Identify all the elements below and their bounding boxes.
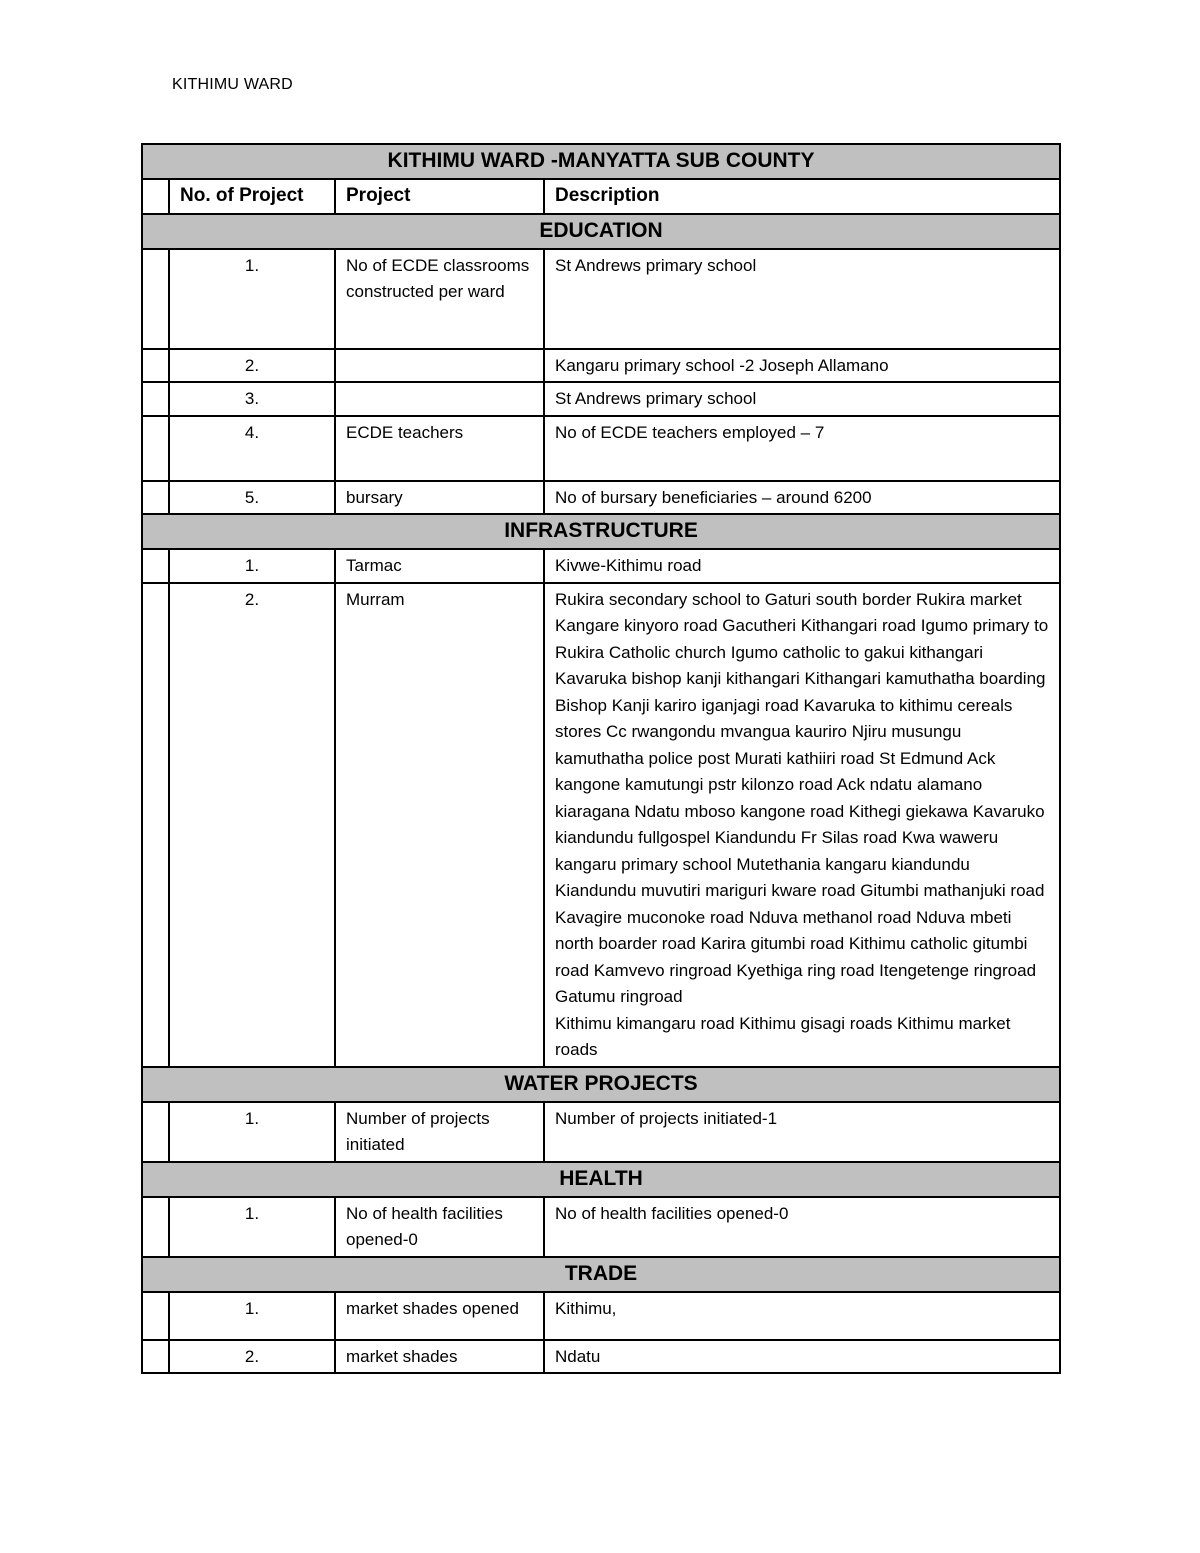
section-header-trade xyxy=(142,1257,1060,1292)
road-list: Rukira secondary school to Gaturi south border Rukira market Kangare kinyoro road Gacutheri Kithangari road Igumo primary to Rukira Catholic church Igumo catholic to gakui kithangari Kavaruka bishop kanji kithangari Kithangari kamuthatha boarding Bishop Kanji kariro iganjagi road Kavaruka to kithimu cereals stores Cc rwangondu mvangua kauriro Njiru musungu kamuthatha police post Murati kathiiri road St Edmund Ack kangone kamutungi pstr kilonzo road Ack ndatu alamano kiaragana Ndatu mboso kangone road Kithegi giekawa Kavaruko kiandundu fullgospel Kiandundu Fr Silas road Kwa waweru kangaru primary school Mutethania kangaru kiandundu Kiandundu muvutiri mariguri kware road Gitumbi mathanjuki road Kavagire muconoke road Nduva methanol road Nduva mbeti north boarder road Karira gitumbi road Kithimu catholic gitumbi road Kamvevo ringroad Kyethiga ring road Itengetenge ringroad Gatumu ringroad xyxy=(555,589,1049,1006)
row-description: Kithimu, xyxy=(544,1292,1060,1340)
table-row xyxy=(142,1197,1060,1257)
blank-cell xyxy=(142,416,169,481)
blank-cell xyxy=(142,1197,169,1257)
row-number: 3. xyxy=(169,382,335,416)
table-row xyxy=(142,1102,1060,1162)
road-list-extra: Kithimu kimangaru road Kithimu gisagi roads Kithimu market roads xyxy=(555,1013,1011,1059)
table-row xyxy=(142,249,1060,349)
row-project xyxy=(335,349,544,383)
table-row xyxy=(142,481,1060,515)
row-description: Kangaru primary school -2 Joseph Allamano xyxy=(544,349,1060,383)
column-header-row xyxy=(142,179,1060,214)
table-row xyxy=(142,1340,1060,1374)
table-title-row xyxy=(142,144,1060,179)
blank-cell xyxy=(142,249,169,349)
blank-cell xyxy=(142,382,169,416)
row-description xyxy=(544,583,1060,1067)
blank-cell xyxy=(142,179,169,214)
section-title: WATER PROJECTS xyxy=(142,1067,1060,1102)
row-number: 1. xyxy=(169,1197,335,1257)
section-title: TRADE xyxy=(142,1257,1060,1292)
row-project xyxy=(335,382,544,416)
table-row xyxy=(142,416,1060,481)
row-project: market shades opened xyxy=(335,1292,544,1340)
blank-cell xyxy=(142,583,169,1067)
row-project: Tarmac xyxy=(335,549,544,583)
section-header-health xyxy=(142,1162,1060,1197)
row-number: 1. xyxy=(169,549,335,583)
page-header: KITHIMU WARD xyxy=(172,76,293,93)
row-number: 1. xyxy=(169,249,335,349)
row-number: 2. xyxy=(169,583,335,1067)
row-description: Number of projects initiated-1 xyxy=(544,1102,1060,1162)
row-number: 1. xyxy=(169,1292,335,1340)
row-number: 2. xyxy=(169,349,335,383)
row-number: 2. xyxy=(169,1340,335,1374)
section-title: HEALTH xyxy=(142,1162,1060,1197)
blank-cell xyxy=(142,481,169,515)
row-project: ECDE teachers xyxy=(335,416,544,481)
row-number: 5. xyxy=(169,481,335,515)
row-project: No of health facilities opened-0 xyxy=(335,1197,544,1257)
section-title: EDUCATION xyxy=(142,214,1060,249)
row-description: No of health facilities opened-0 xyxy=(544,1197,1060,1257)
row-project: Number of projects initiated xyxy=(335,1102,544,1162)
column-header-description: Description xyxy=(544,179,1060,214)
row-number: 1. xyxy=(169,1102,335,1162)
table-row xyxy=(142,549,1060,583)
table-title: KITHIMU WARD -MANYATTA SUB COUNTY xyxy=(142,144,1060,179)
row-description: St Andrews primary school xyxy=(544,382,1060,416)
row-description: Ndatu xyxy=(544,1340,1060,1374)
table-row xyxy=(142,1292,1060,1340)
row-project: market shades xyxy=(335,1340,544,1374)
row-project: Murram xyxy=(335,583,544,1067)
table-row xyxy=(142,349,1060,383)
column-header-project: Project xyxy=(335,179,544,214)
section-header-infrastructure xyxy=(142,514,1060,549)
blank-cell xyxy=(142,549,169,583)
section-header-water-projects xyxy=(142,1067,1060,1102)
row-description: St Andrews primary school xyxy=(544,249,1060,349)
section-header-education xyxy=(142,214,1060,249)
section-title: INFRASTRUCTURE xyxy=(142,514,1060,549)
projects-table xyxy=(141,143,1061,1374)
row-project: No of ECDE classrooms constructed per ward xyxy=(335,249,544,349)
blank-cell xyxy=(142,1340,169,1374)
table-row xyxy=(142,382,1060,416)
table-row xyxy=(142,583,1060,1067)
row-project: bursary xyxy=(335,481,544,515)
blank-cell xyxy=(142,1102,169,1162)
row-number: 4. xyxy=(169,416,335,481)
row-description: No of bursary beneficiaries – around 6200 xyxy=(544,481,1060,515)
blank-cell xyxy=(142,1292,169,1340)
row-description: No of ECDE teachers employed – 7 xyxy=(544,416,1060,481)
column-header-number: No. of Project xyxy=(169,179,335,214)
row-description: Kivwe-Kithimu road xyxy=(544,549,1060,583)
blank-cell xyxy=(142,349,169,383)
